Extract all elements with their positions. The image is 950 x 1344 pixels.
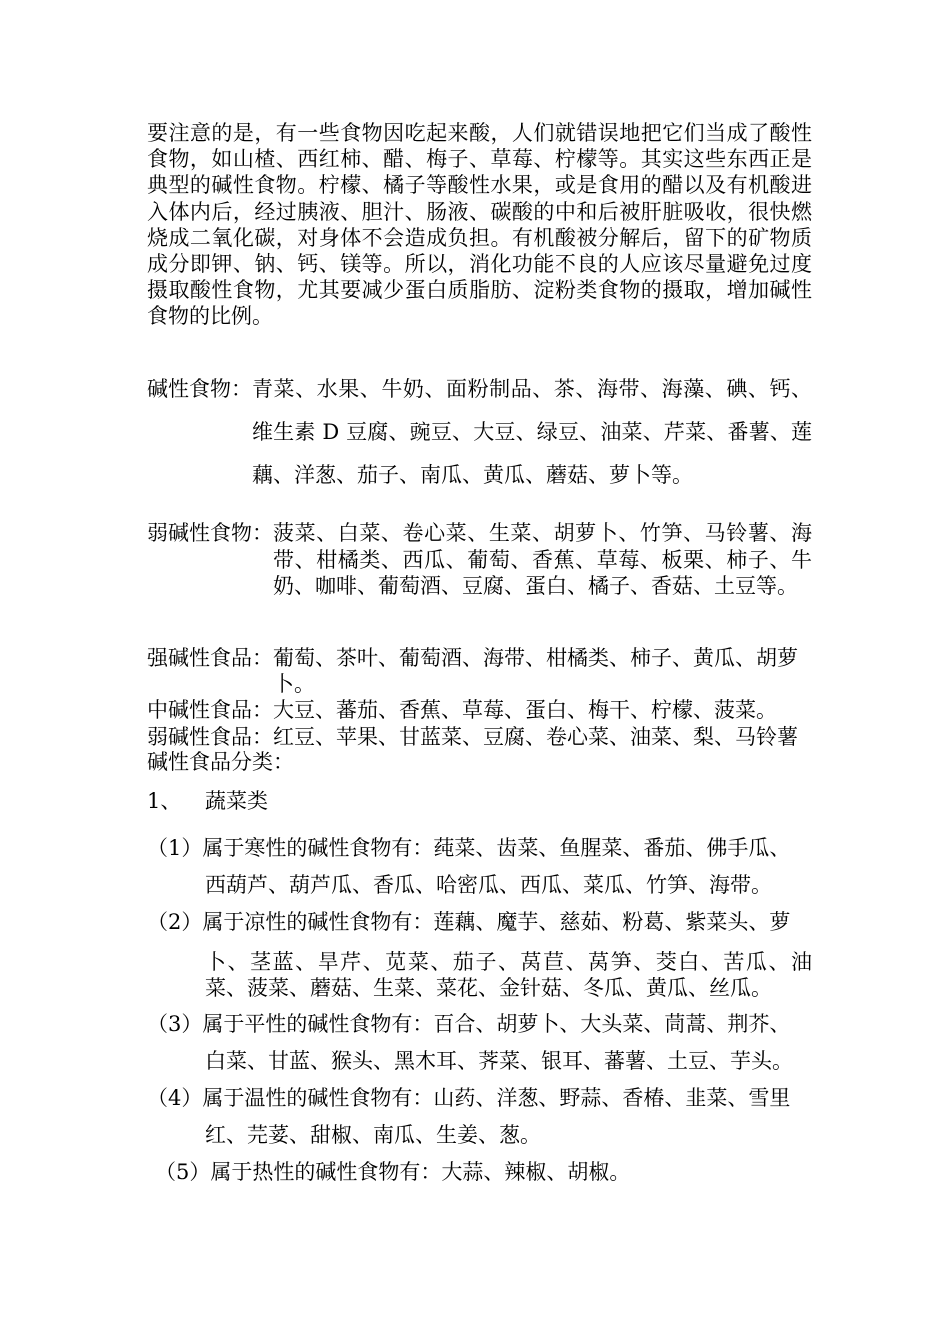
item-label: （3）属于平性的碱性食物有： [147, 1012, 434, 1036]
class-text: 红豆、苹果、甘蓝菜、豆腐、卷心菜、油菜、梨、马铃薯 [273, 724, 798, 749]
class-row-weak [147, 724, 812, 750]
item-text: 山药、洋葱、野蒜、香椿、韭菜、雪里 [433, 1086, 791, 1110]
item-text: 莲藕、魔芋、慈茹、粉葛、紫菜头、萝 [433, 910, 791, 934]
item-label: （2）属于凉性的碱性食物有： [147, 910, 434, 934]
weak-alkaline-label: 弱碱性食物： [147, 521, 273, 545]
item-label: （5）属于热性的碱性食物有： [155, 1160, 442, 1184]
class-label: 强碱性食品： [147, 646, 273, 670]
alkaline-text: 青菜、水果、牛奶、面粉制品、茶、海带、海藻、碘、钙、维生素 D 豆腐、豌豆、大豆、绿豆、油菜、芹菜、番薯、莲藕、洋葱、茄子、南瓜、黄瓜、蘑菇、萝卜等。 [252, 377, 812, 487]
class-label: 弱碱性食品： [147, 724, 273, 749]
class-row-medium [147, 697, 812, 723]
item-continuation: 红、芫荽、甜椒、南瓜、生姜、葱。 [205, 1123, 541, 1147]
list-item [147, 1080, 812, 1154]
class-row-strong [147, 645, 812, 697]
list-item [147, 830, 812, 904]
item-continuation: 西葫芦、葫芦瓜、香瓜、哈密瓜、西瓜、菜瓜、竹笋、海带。 [205, 873, 772, 897]
section-heading [147, 788, 812, 814]
alkaline-foods [147, 368, 812, 497]
weak-alkaline-foods [147, 520, 812, 600]
item-continuation: 卜、茎蓝、旱芹、苋菜、茄子、莴苣、莴笋、茭白、苦瓜、油菜、菠菜、蘑菇、生菜、菜花、金针菇、冬瓜、黄瓜、丝瓜。 [205, 950, 812, 1000]
item-label: （1）属于寒性的碱性食物有： [147, 836, 434, 860]
item-text: 大蒜、辣椒、胡椒。 [441, 1160, 631, 1184]
list-item [147, 1006, 812, 1080]
list-item [155, 1154, 820, 1191]
item-text: 莼菜、齿菜、鱼腥菜、番茄、佛手瓜、 [433, 836, 791, 860]
alkaline-classes [147, 645, 812, 750]
item-label: （4）属于温性的碱性食物有： [147, 1086, 434, 1110]
category-title: 碱性食品分类： [147, 750, 294, 774]
intro-paragraph: 要注意的是，有一些食物因吃起来酸，人们就错误地把它们当成了酸性食物，如山楂、西红柿、醋、梅子、草莓、柠檬等。其实这些东西正是典型的碱性食物。柠檬、橘子等酸性水果，或是食用的醋以及有机酸进入体内后，经过胰液、胆汁、肠液、碳酸的中和后被肝脏吸收，很快燃烧成二氧化碳，对身体不会造成负担。有机酸被分解后，留下的矿物质成分即钾、钠、钙、镁等。所以，消化功能不良的人应该尽量避免过度摄取酸性食物，尤其要减少蛋白质脂肪、淀粉类食物的摄取，增加碱性食物的比例。 [147, 121, 812, 329]
item-continuation: 白菜、甘蓝、猴头、黑木耳、荠菜、银耳、蕃薯、土豆、芋头。 [205, 1049, 793, 1073]
class-text: 葡萄、茶叶、葡萄酒、海带、柑橘类、柿子、黄瓜、胡萝卜。 [273, 646, 798, 697]
section-number: 1、 [147, 789, 182, 813]
weak-alkaline-text: 菠菜、白菜、卷心菜、生菜、胡萝卜、竹笋、马铃薯、海带、柑橘类、西瓜、葡萄、香蕉、草莓、板栗、柿子、牛奶、咖啡、葡萄酒、豆腐、蛋白、橘子、香菇、土豆等。 [273, 521, 812, 598]
class-text: 大豆、蕃茄、香蕉、草莓、蛋白、梅干、柠檬、菠菜。 [273, 698, 777, 723]
list-item [147, 904, 812, 1001]
section-title: 蔬菜类 [205, 789, 268, 813]
item-text: 百合、胡萝卜、大头菜、茼蒿、荆芥、 [433, 1012, 791, 1036]
class-label: 中碱性食品： [147, 698, 273, 723]
alkaline-label: 碱性食物： [147, 377, 252, 401]
